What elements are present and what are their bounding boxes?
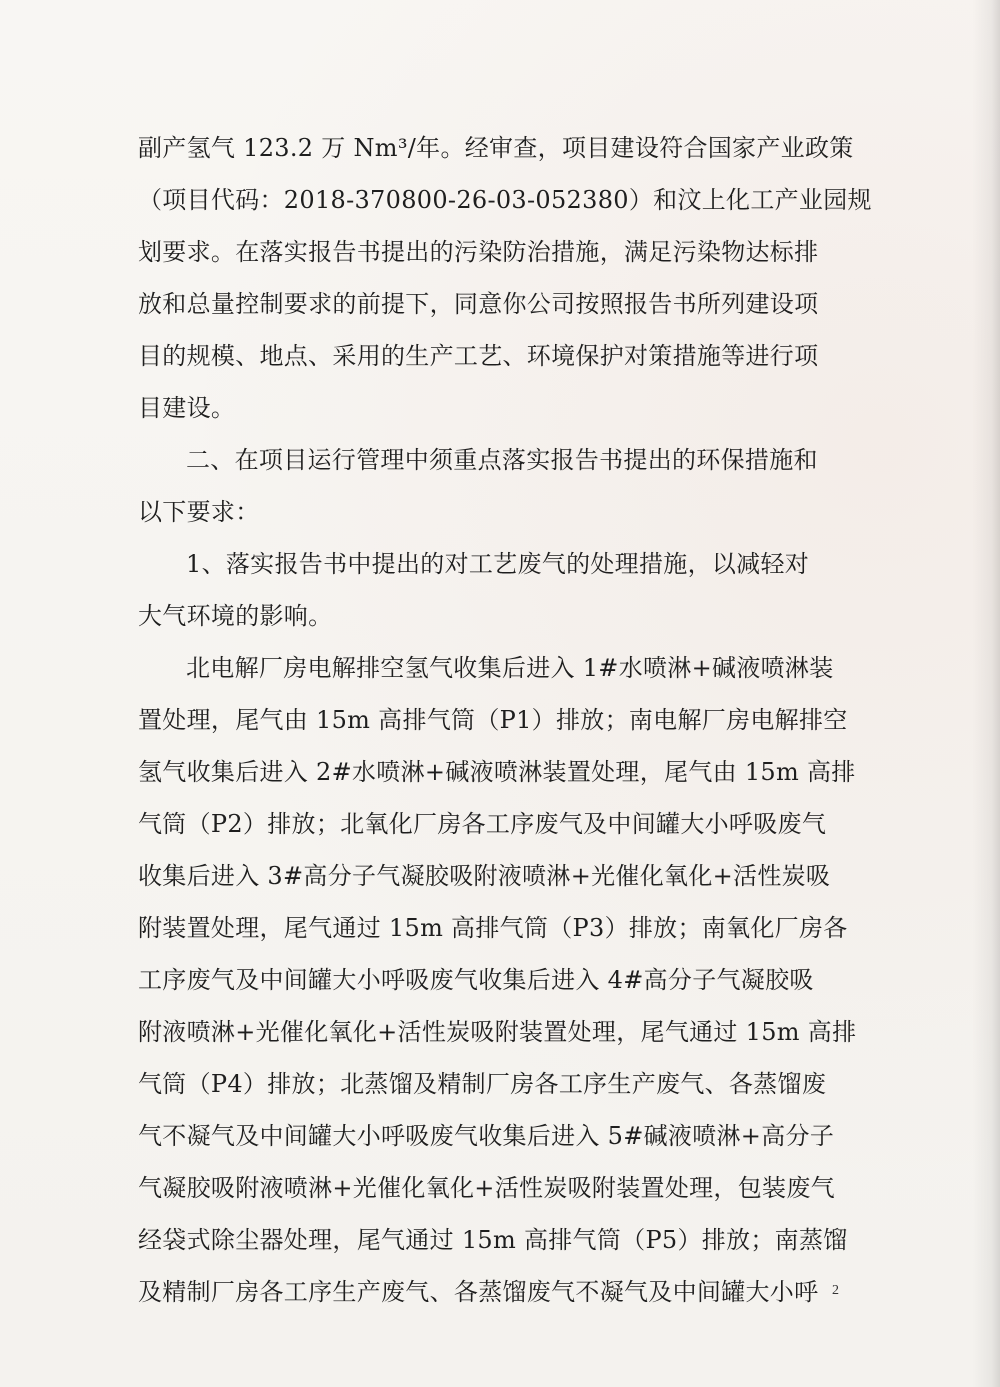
text-line-23: 及精制厂房各工序生产废气、各蒸馏废气不凝气及中间罐大小呼	[138, 1278, 819, 1306]
text-line-4: 放和总量控制要求的前提下，同意你公司按照报告书所列建设项	[138, 290, 819, 318]
text-line-13: 氢气收集后进入 2#水喷淋+碱液喷淋装置处理，尾气由 15m 高排	[138, 758, 856, 786]
text-line-20: 气不凝气及中间罐大小呼吸废气收集后进入 5#碱液喷淋+高分子	[138, 1122, 835, 1150]
text-line-22: 经袋式除尘器处理，尾气通过 15m 高排气筒（P5）排放；南蒸馏	[138, 1226, 848, 1254]
document-body	[138, 122, 872, 1318]
text-line-18: 附液喷淋+光催化氧化+活性炭吸附装置处理，尾气通过 15m 高排	[138, 1018, 857, 1046]
page-number: 2	[832, 1283, 839, 1298]
text-line-8: 以下要求：	[138, 498, 260, 526]
text-line-3: 划要求。在落实报告书提出的污染防治措施，满足污染物达标排	[138, 238, 819, 266]
text-line-12: 置处理，尾气由 15m 高排气筒（P1）排放；南电解厂房电解排空	[138, 706, 848, 734]
text-line-10: 大气环境的影响。	[138, 602, 333, 630]
text-line-6: 目建设。	[138, 394, 236, 422]
text-line-15: 收集后进入 3#高分子气凝胶吸附液喷淋+光催化氧化+活性炭吸	[138, 862, 831, 890]
text-line-16: 附装置处理，尾气通过 15m 高排气筒（P3）排放；南氧化厂房各	[138, 914, 848, 942]
scan-edge-shadow	[972, 0, 1000, 1387]
text-line-21: 气凝胶吸附液喷淋+光催化氧化+活性炭吸附装置处理，包装废气	[138, 1174, 835, 1202]
text-line-19: 气筒（P4）排放；北蒸馏及精制厂房各工序生产废气、各蒸馏废	[138, 1070, 827, 1098]
section-heading-2: 二、在项目运行管理中须重点落实报告书提出的环保措施和	[186, 446, 818, 474]
text-line-2: （项目代码：2018-370800-26-03-052380）和汶上化工产业园规	[138, 186, 872, 214]
paragraph-start: 北电解厂房电解排空氢气收集后进入 1#水喷淋+碱液喷淋装	[186, 654, 834, 682]
text-line-17: 工序废气及中间罐大小呼吸废气收集后进入 4#高分子气凝胶吸	[138, 966, 814, 994]
item-heading-1: 1、落实报告书中提出的对工艺废气的处理措施，以减轻对	[186, 550, 810, 578]
text-line-14: 气筒（P2）排放；北氧化厂房各工序废气及中间罐大小呼吸废气	[138, 810, 827, 838]
text-line-1: 副产氢气 123.2 万 Nm³/年。经审查，项目建设符合国家产业政策	[138, 134, 854, 162]
text-line-5: 目的规模、地点、采用的生产工艺、环境保护对策措施等进行项	[138, 342, 819, 370]
